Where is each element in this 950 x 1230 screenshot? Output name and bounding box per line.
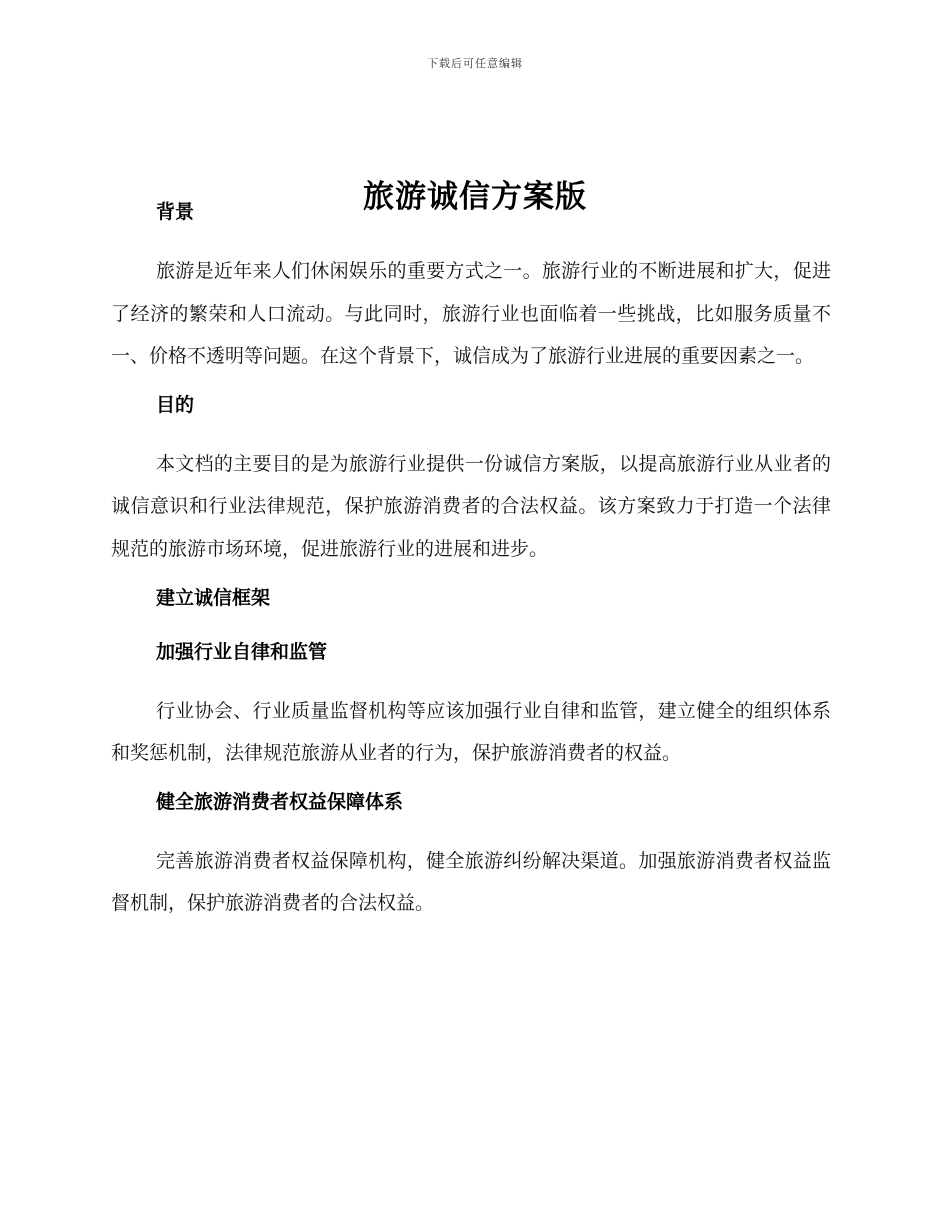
paragraph-self-regulation: 行业协会、行业质量监督机构等应该加强行业自律和监管，建立健全的组织体系和奖惩机制，法律规范旅游从业者的行为，保护旅游消费者的权益。 [111,699,831,765]
paragraph-background: 旅游是近年来人们休闲娱乐的重要方式之一。旅游行业的不断进展和扩大，促进了经济的繁荣和人口流动。与此同时，旅游行业也面临着一些挑战，比如服务质量不一、价格不透明等问题。在这个背景下，诚信成为了旅游行业进展的重要因素之一。 [111,260,831,368]
document-body [111,196,831,936]
section-heading-background: 背景 [156,201,195,223]
header-note: 下载后可任意编辑 [427,57,523,70]
section-heading-framework: 建立诚信框架 [156,586,271,609]
section-heading-self-regulation: 加强行业自律和监管 [156,640,328,663]
paragraph-purpose: 本文档的主要目的是为旅游行业提供一份诚信方案版，以提高旅游行业从业者的诚信意识和行业法律规范，保护旅游消费者的合法权益。该方案致力于打造一个法律规范的旅游市场环境，促进旅游行业的进展和进步。 [111,452,831,560]
section-heading-consumer-rights: 健全旅游消费者权益保障体系 [156,790,404,813]
document-title: 旅游诚信方案版 [363,178,587,215]
paragraph-consumer-rights: 完善旅游消费者权益保障机构，健全旅游纠纷解决渠道。加强旅游消费者权益监督机制，保护旅游消费者的合法权益。 [111,849,831,915]
section-heading-purpose: 目的 [156,393,195,416]
